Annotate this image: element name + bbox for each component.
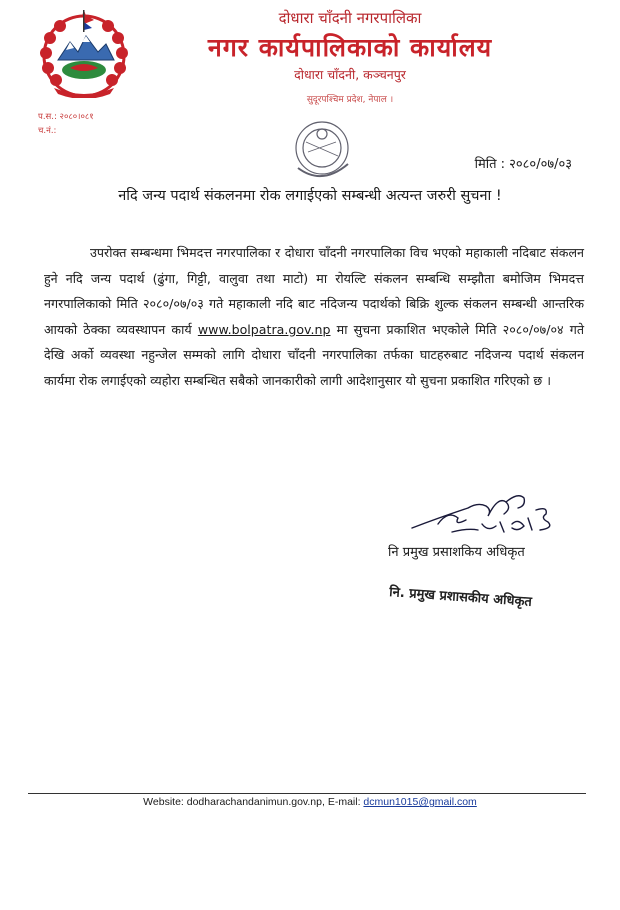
nepal-emblem-icon (36, 8, 132, 98)
notice-subject: नदि जन्य पदार्थ संकलनमा रोक लगाईएको सम्बन्धी अत्यन्त जरुरी सुचना ! (118, 188, 502, 204)
province-line: सुदूरपश्चिम प्रदेश, नेपाल । (306, 95, 394, 105)
municipality-name: दोधारा चाँदनी नगरपालिका (278, 9, 422, 27)
office-address: दोधारा चाँदनी, कञ्चनपुर (294, 67, 406, 82)
office-title: नगर कार्यपालिकाको कार्यालय (207, 33, 493, 62)
footer-website: Website: dodharachandanimun.gov.np, E-mail: (143, 796, 364, 808)
notice-body-part1: उपरोक्त सम्बन्धमा भिमदत्त नगरपालिका र दोधारा चाँदनी नगरपालिका विच भएको महाकाली नदिबाट संकलन हुने नदि जन्य पदार्थ (ढुंगा, गिट्टी, वालुवा तथा माटो) मा रोयल्टि संकलन सम्बन्धि सम्झौता बमोजिम भिमदत्त नगरपालिकाको मिति २०८०/०७/०३ गते महाकाली नदि बाट नदिजन्य पदार्थको बिक्रि शुल्क संकलन सम्बन्धी आन्तरिक आयको ठेक्का व्यवस्थापन कार्य (44, 245, 584, 337)
document-date: मिति : २०८०/०७/०३ (474, 157, 572, 172)
reference-ps: प.स.: २०८०।०८१ (38, 112, 94, 122)
bolpatra-link[interactable]: www.bolpatra.gov.np (197, 321, 331, 337)
signatory-stamp-title: नि. प्रमुख प्रशासकीय अधिकृत (388, 584, 533, 610)
signatory-title: नि प्रमुख प्रसाशकिय अधिकृत (388, 545, 525, 560)
footer-contact (0, 796, 620, 808)
office-stamp-icon (278, 112, 362, 188)
handwritten-signature-icon (408, 488, 568, 538)
notice-body-part2: मा सुचना प्रकाशित भएकोले मिति २०८०/०७/०४ गते देखि अर्को व्यवस्था नहुन्जेल सम्मको लागि दोधारा चाँदनी नगरपालिका तर्फका घाटहरुबाट नदिजन्य पदार्थ संकलन कार्यमा रोक लगाईएको व्यहोरा सम्बन्धित सबैको जानकारीको लागी आदेशानुसार यो सुचना प्रकाशित गरिएको छ । (44, 321, 584, 388)
notice-body (44, 240, 584, 393)
reference-cn: च.नं.: (38, 126, 57, 136)
footer-divider (28, 793, 586, 794)
footer-email-link[interactable]: dcmun1015@gmail.com (363, 796, 477, 808)
